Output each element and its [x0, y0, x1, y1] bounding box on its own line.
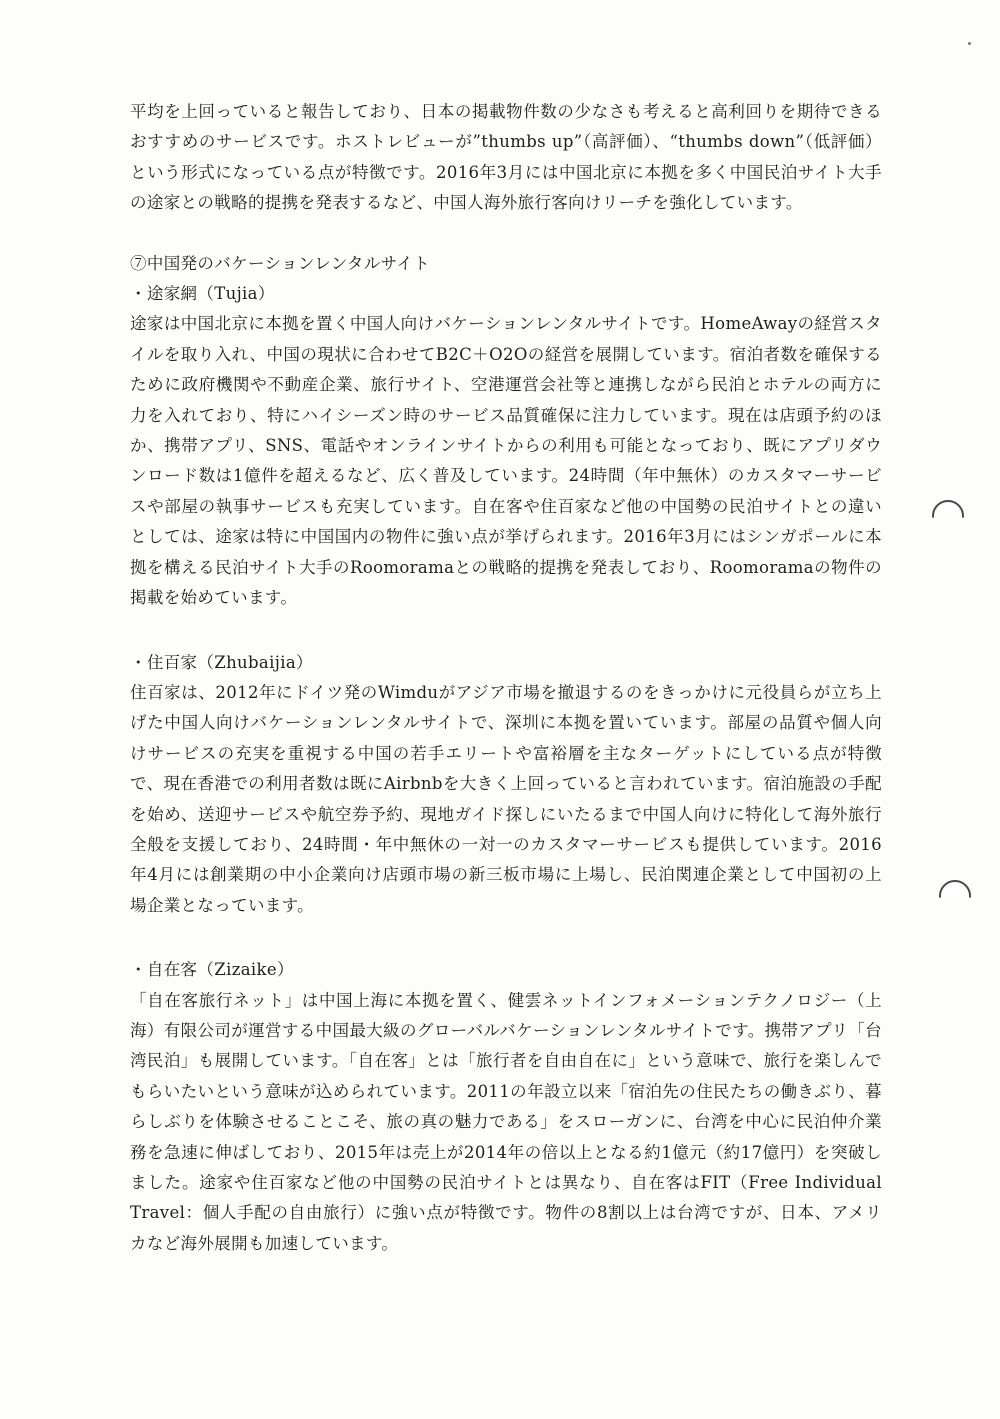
scan-speck — [968, 42, 971, 45]
item-title-zhubaijia: ・住百家（Zhubaijia） — [130, 652, 313, 672]
item-title-zizaike: ・自在客（Zizaike） — [130, 960, 294, 980]
item-body-tujia: 途家は中国北京に本拠を置く中国人向けバケーションレンタルサイトです。HomeAwayの経営スタイルを取り入れ、中国の現状に合わせてB2C＋O2Oの経営を展開しています。宿泊者数を確保するために政府機関や不動産企業、旅行サイト、空港運営会社等と連携しながら民泊とホテルの両方に力を入れており、特にハイシーズン時のサービス品質確保に注力しています。現在は店頭予約のほか、携帯アプリ、SNS、電話やオンラインサイトからの利用も可能となっており、既にアプリダウンロード数は1億件を超えるなど、広く普及しています。24時間（年中無休）のカスタマーサービスや部屋の執事サービスも充実しています。自在客や住百家など他の中国勢の民泊サイトとの違いとしては、途家は特に中国国内の物件に強い点が挙げられます。2016年3月にはシンガポールに本拠を構える民泊サイト大手のRoomoramaとの戦略的提携を発表しており、Roomoramaの物件の掲載を始めています。 — [130, 314, 882, 608]
document-body — [130, 97, 882, 1259]
item-body-zizaike: 「自在客旅行ネット」は中国上海に本拠を置く、健雲ネットインフォメーションテクノロジー（上海）有限公司が運営する中国最大級のグローバルバケーションレンタルサイトです。携帯アプリ「台湾民泊」も展開しています。「自在客」とは「旅行者を自由自在に」という意味で、旅行を楽しんでもらいたいという意味が込められています。2011の年設立以来「宿泊先の住民たちの働きぶり、暮らしぶりを体験させることこそ、旅の真の魅力である」をスローガンに、台湾を中心に民泊仲介業務を急速に伸ばしており、2015年は売上が2014年の倍以上となる約1億元（約17億円）を突破しました。途家や住百家など他の中国勢の民泊サイトとは異なり、自在客はFIT（Free Individual Travel：個人手配の自由旅行）に強い点が特徴です。物件の8割以上は台湾ですが、日本、アメリカなど海外展開も加速しています。 — [130, 990, 882, 1253]
spacer — [130, 219, 882, 249]
item-title-tujia: ・途家網（Tujia） — [130, 284, 275, 304]
item-body-zhubaijia: 住百家は、2012年にドイツ発のWimduがアジア市場を撤退するのをきっかけに元役員らが立ち上げた中国人向けバケーションレンタルサイトで、深圳に本拠を置いています。部屋の品質や個人向けサービスの充実を重視する中国の若手エリートや富裕層を主なターゲットにしている点が特徴で、現在香港での利用者数は既にAirbnbを大きく上回っていると言われています。宿泊施設の手配を始め、送迎サービスや航空券予約、現地ガイド探しにいたるまで中国人向けに特化して海外旅行全般を支援しており、24時間・年中無休の一対一のカスタマーサービスも提供しています。2016年4月には創業期の中小企業向け店頭市場の新三板市場に上場し、民泊関連企業として中国初の上場企業となっています。 — [130, 682, 882, 915]
punch-hole-top — [932, 500, 964, 532]
intro-paragraph: 平均を上回っていると報告しており、日本の掲載物件数の少なさも考えると高利回りを期待できるおすすめのサービスです。ホストレビューが”thumbs up”（高評価）、“thumbs down”（低評価）という形式になっている点が特徴です。2016年3月には中国北京に本拠を多く中国民泊サイト大手の途家との戦略的提携を発表するなど、中国人海外旅行客向けリーチを強化しています。 — [130, 102, 882, 213]
punch-hole-bottom — [939, 880, 971, 912]
spacer — [130, 614, 882, 648]
spacer — [130, 921, 882, 955]
section-heading: ⑦中国発のバケーションレンタルサイト — [130, 253, 430, 273]
